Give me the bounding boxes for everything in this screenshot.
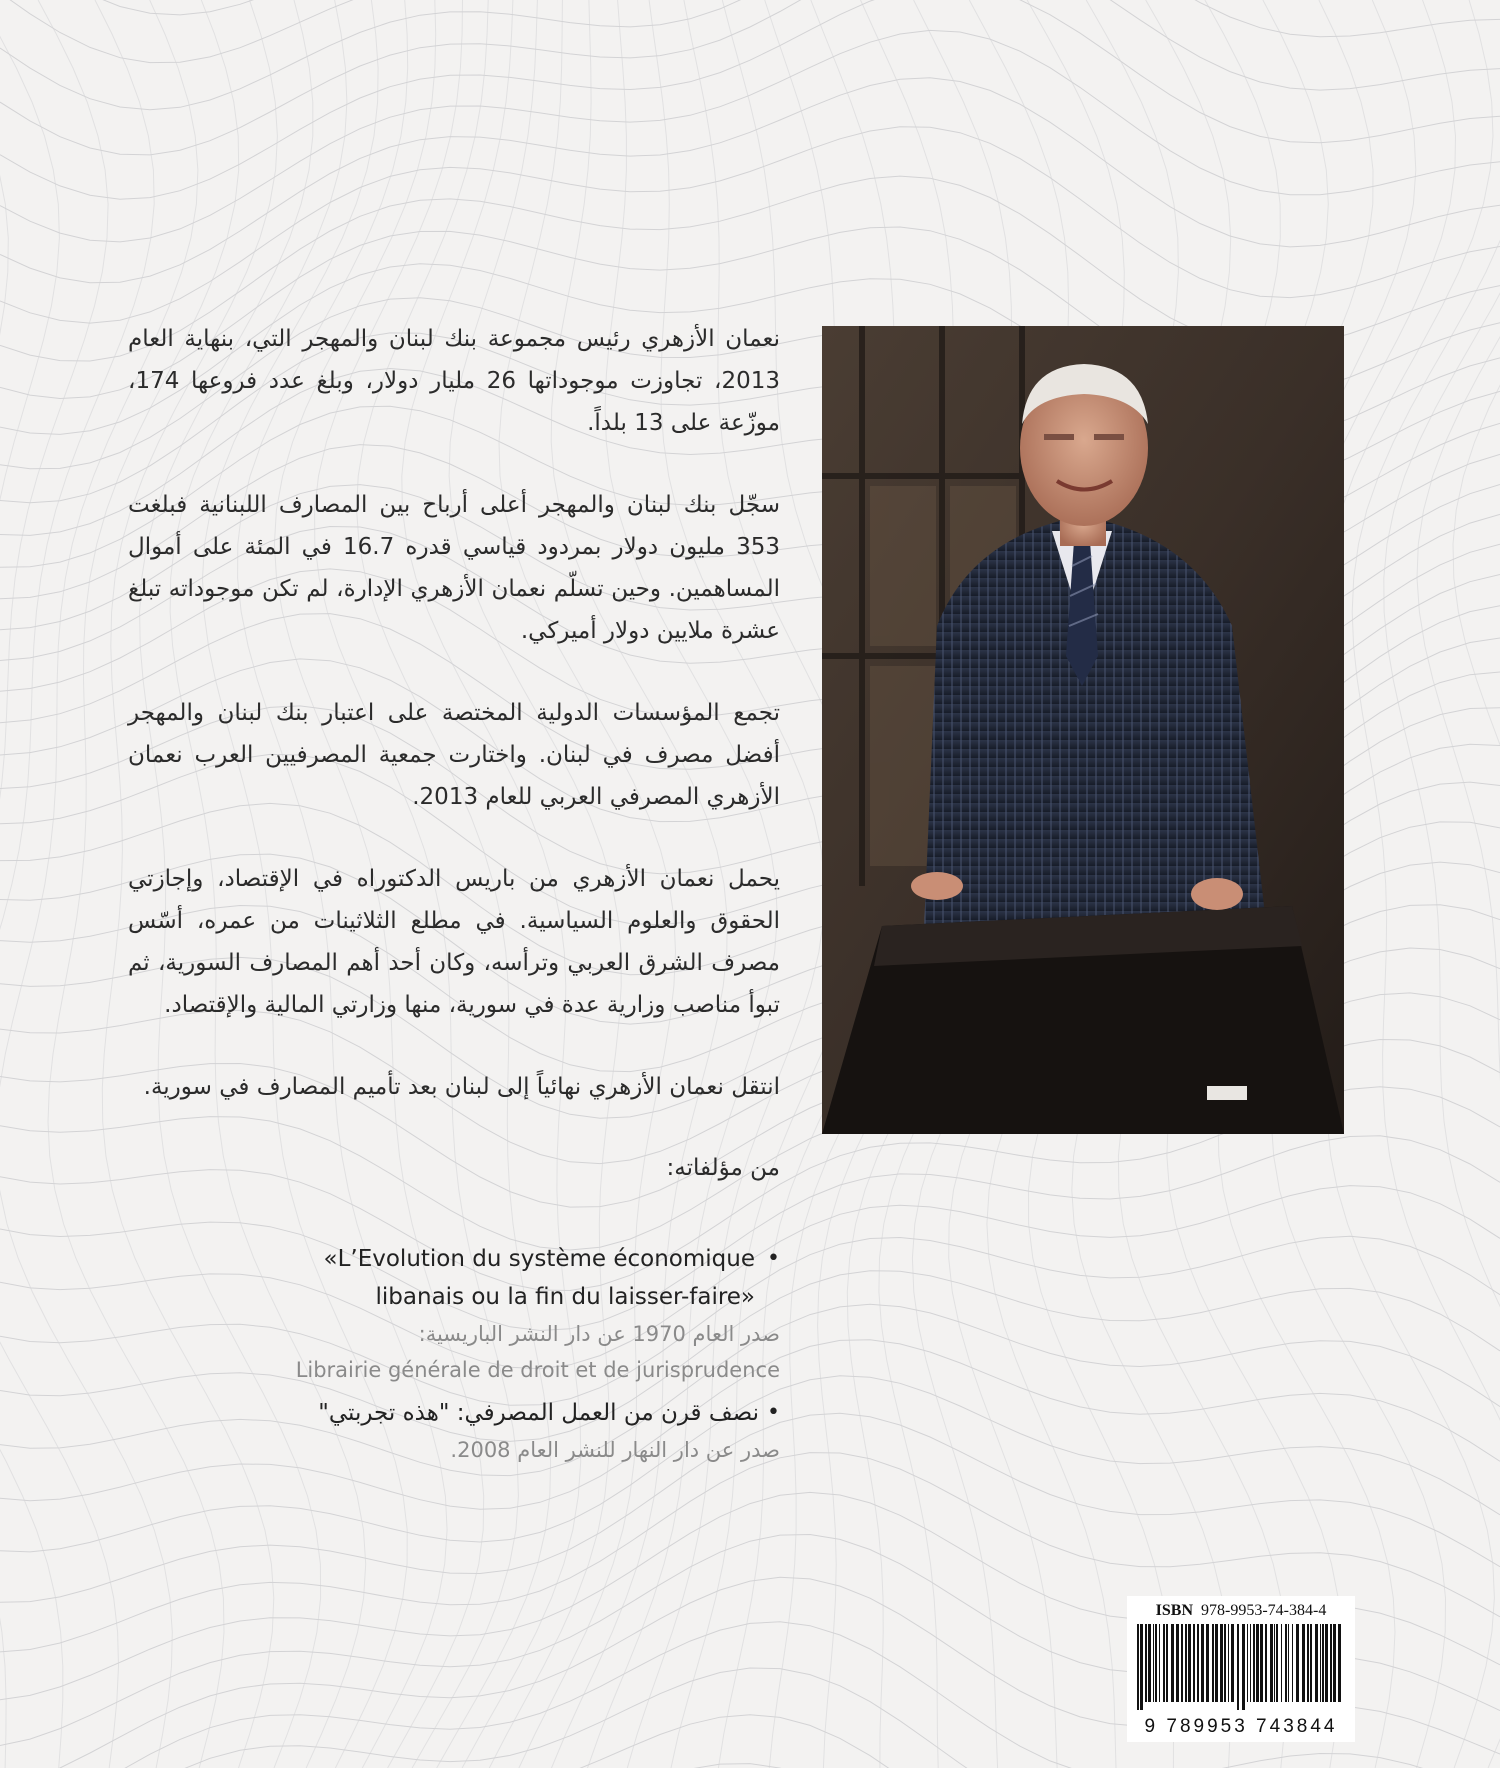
bio-paragraph: سجّل بنك لبنان والمهجر أعلى أرباح بين المصارف اللبنانية فبلغت 353 مليون دولار بمردود قياسي قدره 16.7 في المئة على أموال المساهمين. وحين تسلّم نعمان الأزهري الإدارة، لم تكن موجوداته تبلغ عشرة ملايين دولار أميركي.	[128, 492, 780, 644]
bio-paragraph: تجمع المؤسسات الدولية المختصة على اعتبار بنك لبنان والمهجر أفضل مصرف في لبنان. واختارت جمعية المصرفيين العرب نعمان الأزهري المصرفي العربي للعام 2013.	[128, 700, 780, 810]
bullet-icon: •	[767, 1400, 780, 1425]
bio-paragraph: انتقل نعمان الأزهري نهائياً إلى لبنان بعد تأميم المصارف في سورية.	[143, 1074, 780, 1100]
barcode-digits: 9 789953 743844	[1144, 1716, 1338, 1737]
work-title	[128, 1394, 780, 1432]
bullet-icon: •	[767, 1246, 780, 1271]
work-title	[128, 1240, 780, 1316]
work-title-text	[128, 1240, 759, 1316]
work-title-line: libanais ou la fin du laisser-faire»	[375, 1284, 756, 1310]
bio-paragraph: نعمان الأزهري رئيس مجموعة بنك لبنان والمهجر التي، بنهاية العام 2013، تجاوزت موجوداتها 26 مليار دولار، وبلغ عدد فروعها 174، موزّعة على 13 بلداً.	[128, 326, 780, 436]
bio-paragraph: يحمل نعمان الأزهري من باريس الدكتوراه في الإقتصاد، وإجازتي الحقوق والعلوم السياسية. في مطلع الثلاثينات من عمره، أسّس مصرف الشرق العربي وترأسه، وكان أحد أهم المصارف السورية، ثم تبوأ مناصب وزارية عدة في سورية، منها وزارتي المالية والإقتصاد.	[128, 866, 780, 1018]
work-title-line: «L’Evolution du système économique	[323, 1246, 756, 1272]
work-publisher-name: Librairie générale de droit et de jurisprudence	[295, 1358, 780, 1382]
biography-column	[128, 318, 780, 1474]
work-item	[128, 1394, 780, 1468]
work-title-text: نصف قرن من العمل المصرفي: "هذه تجربتي"	[318, 1400, 760, 1426]
author-portrait-photo	[822, 326, 1344, 1134]
work-publication-note: صدر عن دار النهار للنشر العام 2008.	[450, 1438, 780, 1462]
works-heading: من مؤلفاته:	[666, 1155, 780, 1181]
isbn-barcode	[1127, 1596, 1355, 1742]
isbn-number: 978-9953-74-384-4	[1201, 1602, 1327, 1619]
isbn-label	[1127, 1602, 1355, 1620]
work-publication-note: صدر العام 1970 عن دار النشر الباريسية:	[418, 1322, 780, 1346]
works-list	[128, 1240, 780, 1468]
barcode-bars	[1135, 1624, 1347, 1710]
isbn-prefix: ISBN	[1155, 1602, 1194, 1619]
work-item	[128, 1240, 780, 1388]
